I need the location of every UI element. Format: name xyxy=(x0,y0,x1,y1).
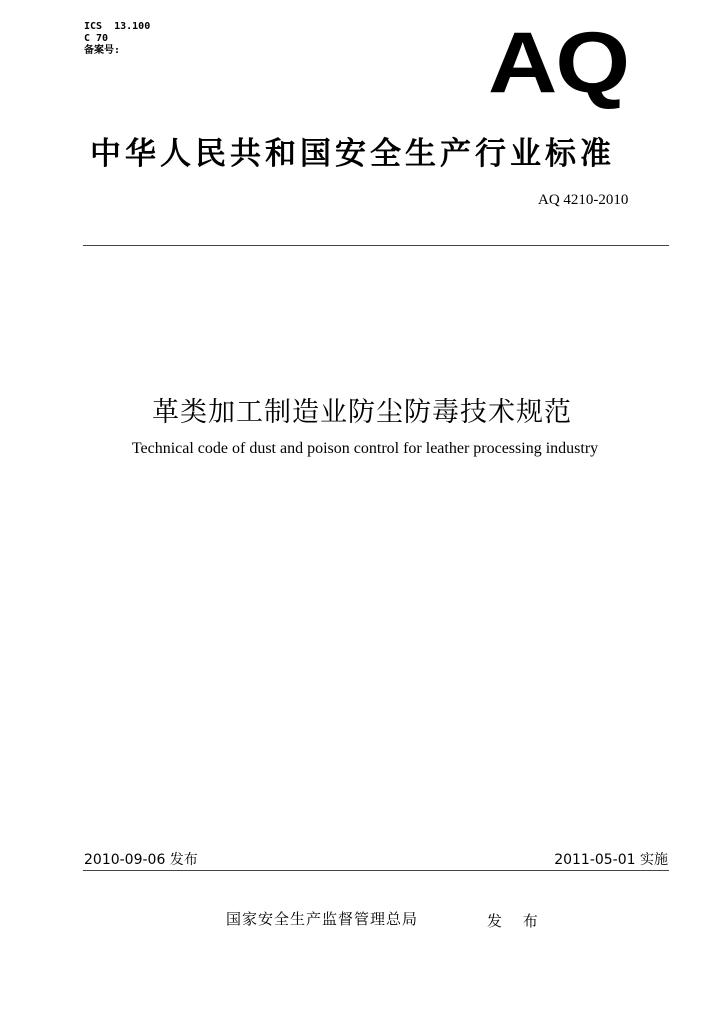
document-title-cn: 革类加工制造业防尘防毒技术规范 xyxy=(152,397,572,428)
publish-label: 发 布 xyxy=(487,912,546,930)
aq-logo: AQ xyxy=(488,14,628,111)
document-title-en: Technical code of dust and poison control for leather processing industry xyxy=(131,440,599,457)
header-meta xyxy=(84,21,150,57)
standard-code: AQ 4210-2010 xyxy=(538,192,629,208)
ccs-code: C 70 xyxy=(84,33,109,44)
issue-date: 2010-09-06 发布 xyxy=(84,852,198,868)
effective-date: 2011-05-01 实施 xyxy=(554,852,668,868)
publisher: 国家安全生产监督管理总局 xyxy=(226,910,419,928)
top-divider xyxy=(83,245,669,246)
bottom-divider xyxy=(83,870,669,871)
standard-title: 中华人民共和国安全生产行业标准 xyxy=(90,136,615,172)
ics-code: ICS 13.100 xyxy=(84,21,151,32)
filing-number-label: 备案号: xyxy=(84,45,121,56)
